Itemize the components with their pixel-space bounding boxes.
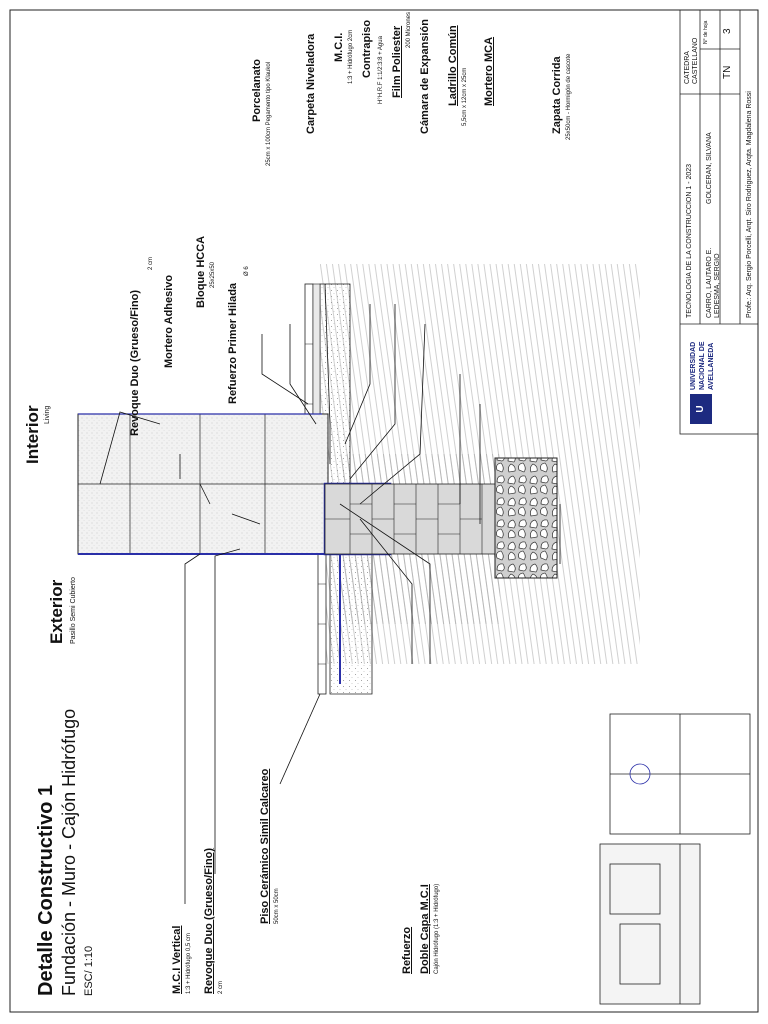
- undav-logo: [690, 334, 750, 424]
- label-porcelanato-sub: 25cm x 100cm Pegamento tipo Klaukol: [266, 61, 272, 166]
- drawing-subtitle: Fundación - Muro - Cajón Hidrófugo: [59, 708, 79, 996]
- label-contrapiso: Contrapiso: [361, 19, 373, 78]
- label-bloque-hcca-sub: 25x25x50: [210, 261, 216, 288]
- label-revoque-right: Revoque Duo (Grueso/Fino): [129, 289, 141, 436]
- zone-exterior: Exterior: [47, 579, 66, 644]
- label-carpeta: Carpeta Niveladora: [305, 33, 317, 134]
- label-zapata-sub: 25x50cm - Hormigón de cascote: [566, 53, 572, 140]
- university-line-3: AVELLANEDA: [708, 342, 715, 390]
- turno: TN: [722, 65, 733, 79]
- zone-interior-sub: Living: [44, 405, 51, 424]
- label-film-sub: 200 Micrones: [406, 11, 412, 48]
- professors: Profe.: Arq. Sergio Porcelli, Arqt. Siro Rodriguez, Arqta. Magdalena Rossi: [746, 91, 753, 318]
- exterior-slab: [330, 544, 372, 694]
- logo-mark: U: [690, 394, 712, 424]
- drawing-scale: ESC/ 1:10: [83, 945, 95, 996]
- students-b: LEDESMA, SERGIO: [714, 253, 721, 318]
- catedra-value: CASTELLANO: [692, 37, 699, 84]
- label-refuerzo-primer: Refuerzo Primer Hilada: [227, 282, 239, 404]
- key-plan: [600, 714, 750, 1004]
- drawing-title: Detalle Constructivo 1: [35, 784, 57, 996]
- university-line-1: UNIVERSIDAD: [690, 341, 697, 390]
- label-revoque-right-sub: 2 cm: [148, 256, 154, 270]
- label-mci: M.C.I.: [333, 32, 345, 62]
- label-porcelanato: Porcelanato: [251, 59, 263, 122]
- exterior-tiles: [318, 544, 326, 694]
- label-mci-sub: 1:3 + Hidrófugo 2cm: [348, 29, 354, 84]
- students-a: CARRO, LAUTARO E.: [706, 247, 713, 318]
- sheet-label: N° de hoja: [703, 20, 709, 44]
- catedra-label: CATEDRA: [684, 51, 691, 84]
- zone-interior: Interior: [23, 405, 42, 464]
- leader-mci-vertical: [185, 554, 200, 904]
- zone-exterior-sub: Pasillo Semi Cubierto: [70, 577, 77, 644]
- label-piso-ceramico: Piso Cerámico Simil Calcareo: [259, 768, 271, 924]
- students-c: GOLCERAN, SILVANA: [706, 132, 713, 204]
- label-refuerzo: Refuerzo: [401, 926, 413, 974]
- label-bloque-hcca: Bloque HCCA: [195, 235, 207, 308]
- label-film: Film Poliester: [391, 25, 403, 98]
- label-contrapiso-sub: H°H.R.F 1:1/2:3:8 + Agua: [378, 36, 384, 104]
- leader-porcelanato: [262, 334, 308, 404]
- label-mci-vertical-sub: 1:3 + Hidrófugo 0,5 cm: [186, 933, 192, 994]
- leader-revoque-left: [215, 549, 240, 874]
- label-revoque-left-sub: 2 cm: [218, 980, 224, 994]
- university-line-2: NACIONAL DE: [699, 341, 706, 390]
- label-piso-ceramico-sub: 50cm x 50cm: [274, 888, 280, 924]
- label-mci-vertical: M.C.I Vertical: [171, 925, 183, 994]
- label-mortero-mca: Mortero MCA: [483, 36, 495, 106]
- label-mortero-adhesivo: Mortero Adhesivo: [163, 274, 175, 368]
- label-doble-capa: Doble Capa M.C.I: [419, 884, 431, 974]
- sheet-number: 3: [722, 28, 733, 34]
- label-zapata: Zapata Corrida: [551, 56, 563, 134]
- label-revoque-left: Revoque Duo (Grueso/Fino): [203, 847, 215, 994]
- zapata-corrida: [495, 458, 557, 578]
- leader-piso: [280, 694, 320, 784]
- label-camara: Cámara de Expansión: [419, 19, 431, 134]
- label-refuerzo-primer-sub: Ø 6: [244, 266, 250, 276]
- label-ladrillo-sub: 5,5cm x 12cm x 25cm: [462, 67, 468, 126]
- course-name: TECNOLOGIA DE LA CONSTRUCCION 1 - 2023: [686, 163, 693, 318]
- label-ladrillo: Ladrillo Común: [447, 25, 459, 106]
- label-doble-capa-sub: Cajón Hidrófugo (1:3 + Hidrófugo): [434, 883, 440, 974]
